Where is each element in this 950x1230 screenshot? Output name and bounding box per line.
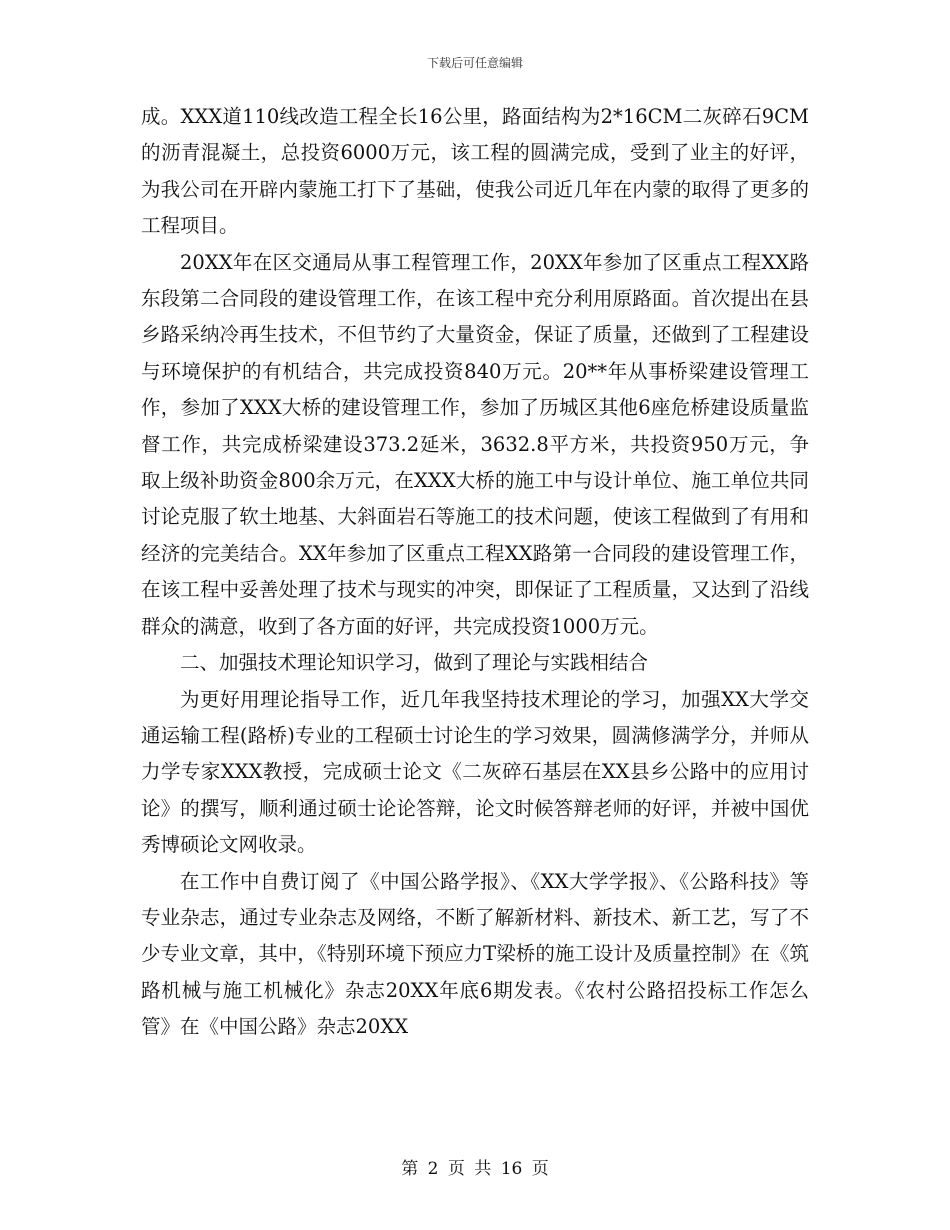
paragraph: 20XX年在区交通局从事工程管理工作，20XX年参加了区重点工程XX路东段第二合同段的建设管理工作，在该工程中充分利用原路面。首次提出在县乡路采纳冷再生技术，不但节约了大量资金，保证了质量，还做到了工程建设与环境保护的有机结合，共完成投资840万元。20**年从事桥梁建设管理工作，参加了XXX大桥的建设管理工作，参加了历城区其他6座危桥建设质量监督工作，共完成桥梁建设373.2延米，3632.8平方米，共投资950万元，争取上级补助资金800余万元，在XXX大桥的施工中与设计单位、施工单位共同讨论克服了软土地基、大斜面岩石等施工的技术问题，使该工程做到了有用和经济的完美结合。XX年参加了区重点工程XX路第一合同段的建设管理工作，在该工程中妥善处理了技术与现实的冲突，即保证了工程质量，又达到了沿线群众的满意，收到了各方面的好评，共完成投资1000万元。 [141,250,809,638]
paragraph: 在工作中自费订阅了《中国公路学报》、《XX大学学报》、《公路科技》等专业杂志，通过专业杂志及网络，不断了解新材料、新技术、新工艺，写了不少专业文章，其中，《特别环境下预应力T梁桥的施工设计及质量控制》在《筑路机械与施工机械化》杂志20XX年底6期发表。《农村公路招投标工作怎么管》在《中国公路》杂志20XX [141,869,809,1039]
section-heading: 二、加强技术理论知识学习，做到了理论与实践相结合 [180,651,649,675]
document-body [141,99,809,1046]
paragraph-continuation: 成。XXX道110线改造工程全长16公里，路面结构为2*16CM二灰碎石9CM的沥青混凝土，总投资6000万元，该工程的圆满完成，受到了业主的好评，为我公司在开辟内蒙施工打下了基础，使我公司近几年在内蒙的取得了更多的工程项目。 [141,105,809,238]
page-header: 下载后可任意编辑 [426,56,523,70]
paragraph: 为更好用理论指导工作，近几年我坚持技术理论的学习，加强XX大学交通运输工程(路桥)专业的工程硕士讨论生的学习效果，圆满修满学分，并师从力学专家XXX教授，完成硕士论文《二灰碎石基层在XX县乡公路中的应用讨论》的撰写，顺利通过硕士论论答辩，论文时候答辩老师的好评，并被中国优秀博硕论文网收录。 [141,687,809,857]
page-number-footer: 第 2 页 共 16 页 [401,1159,549,1179]
